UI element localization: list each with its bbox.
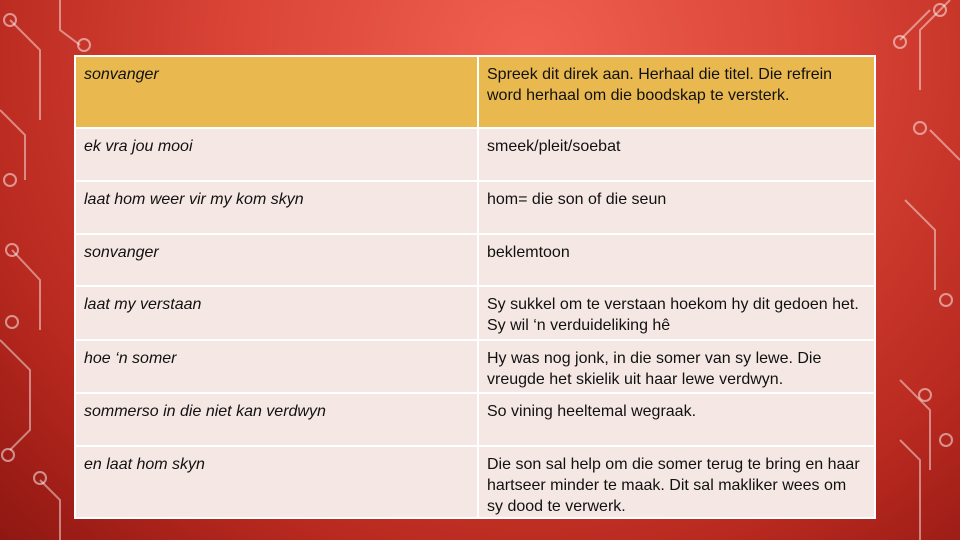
lyric-cell: laat my verstaan <box>76 287 477 339</box>
lyric-cell: en laat hom skyn <box>76 447 477 517</box>
table-row <box>76 341 874 392</box>
table-row <box>76 57 874 127</box>
table-row <box>76 447 874 517</box>
table-row <box>76 129 874 180</box>
table-row <box>76 287 874 339</box>
lyric-cell: ek vra jou mooi <box>76 129 477 180</box>
table-row <box>76 182 874 233</box>
lyric-cell: laat hom weer vir my kom skyn <box>76 182 477 233</box>
explanation-cell: Die son sal help om die somer terug te bring en haar hartseer minder te maak. Dit sal makliker wees om sy dood te verwerk. <box>479 447 874 517</box>
explanation-cell: So vining heeltemal wegraak. <box>479 394 874 445</box>
lyric-cell: hoe ‘n somer <box>76 341 477 392</box>
lyric-cell: sonvanger <box>76 57 477 127</box>
explanation-cell: Sy sukkel om te verstaan hoekom hy dit gedoen het. Sy wil ‘n verduideliking hê <box>479 287 874 339</box>
explanation-cell: Spreek dit direk aan. Herhaal die titel. Die refrein word herhaal om die boodskap te versterk. <box>479 57 874 127</box>
explanation-cell: hom= die son of die seun <box>479 182 874 233</box>
explanation-cell: smeek/pleit/soebat <box>479 129 874 180</box>
table-row <box>76 394 874 445</box>
lyric-cell: sommerso in die niet kan verdwyn <box>76 394 477 445</box>
lyrics-table <box>74 55 876 519</box>
lyric-cell: sonvanger <box>76 235 477 285</box>
table-row <box>76 235 874 285</box>
explanation-cell: beklemtoon <box>479 235 874 285</box>
explanation-cell: Hy was nog jonk, in die somer van sy lewe. Die vreugde het skielik uit haar lewe verdwyn. <box>479 341 874 392</box>
